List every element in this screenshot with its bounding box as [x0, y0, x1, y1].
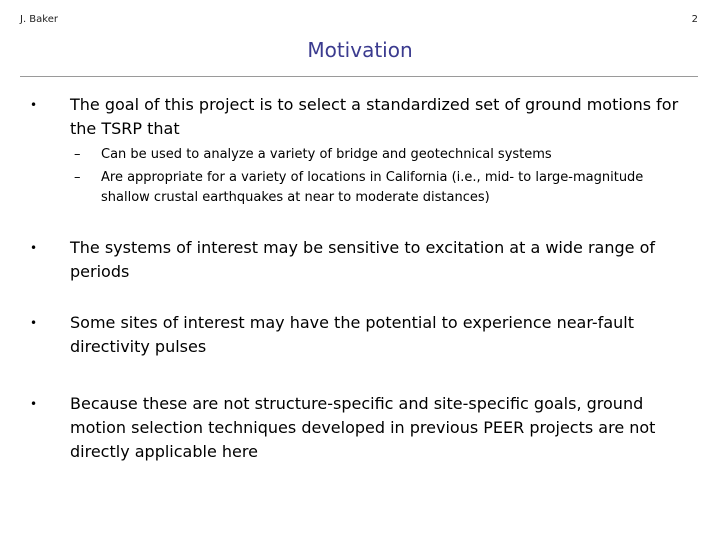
sub-bullet-text: Can be used to analyze a variety of bridge and geotechnical systems [101, 147, 552, 162]
bullet-item [30, 311, 680, 359]
sub-bullet-item [74, 145, 674, 165]
title-divider [20, 76, 698, 77]
bullet-text: The systems of interest may be sensitive to excitation at a wide range of periods [70, 238, 655, 281]
bullet-item [30, 236, 680, 284]
bullet-text: Some sites of interest may have the potential to experience near-fault directivity pulses [70, 313, 634, 356]
page-number: 2 [691, 14, 698, 25]
sub-bullet-marker: – [74, 147, 81, 162]
slide-title: Motivation [307, 38, 413, 62]
bullet-marker: • [30, 316, 38, 330]
sub-bullet-item [74, 168, 674, 208]
sub-bullet-text: Are appropriate for a variety of locations in California (i.e., mid- to large-magnitude shallow crustal earthquakes at near to moderate distances) [101, 170, 644, 205]
bullet-marker: • [30, 397, 38, 411]
bullet-marker: • [30, 98, 38, 112]
bullet-text: The goal of this project is to select a standardized set of ground motions for the TSRP that [70, 95, 679, 138]
bullet-item [30, 392, 680, 464]
bullet-text: Because these are not structure-specific and site-specific goals, ground motion selection techniques developed in previous PEER projects are not directly applicable here [70, 394, 656, 461]
bullet-marker: • [30, 241, 38, 255]
sub-bullet-marker: – [74, 170, 81, 185]
author-name: J. Baker [20, 14, 58, 25]
bullet-item [30, 93, 680, 141]
